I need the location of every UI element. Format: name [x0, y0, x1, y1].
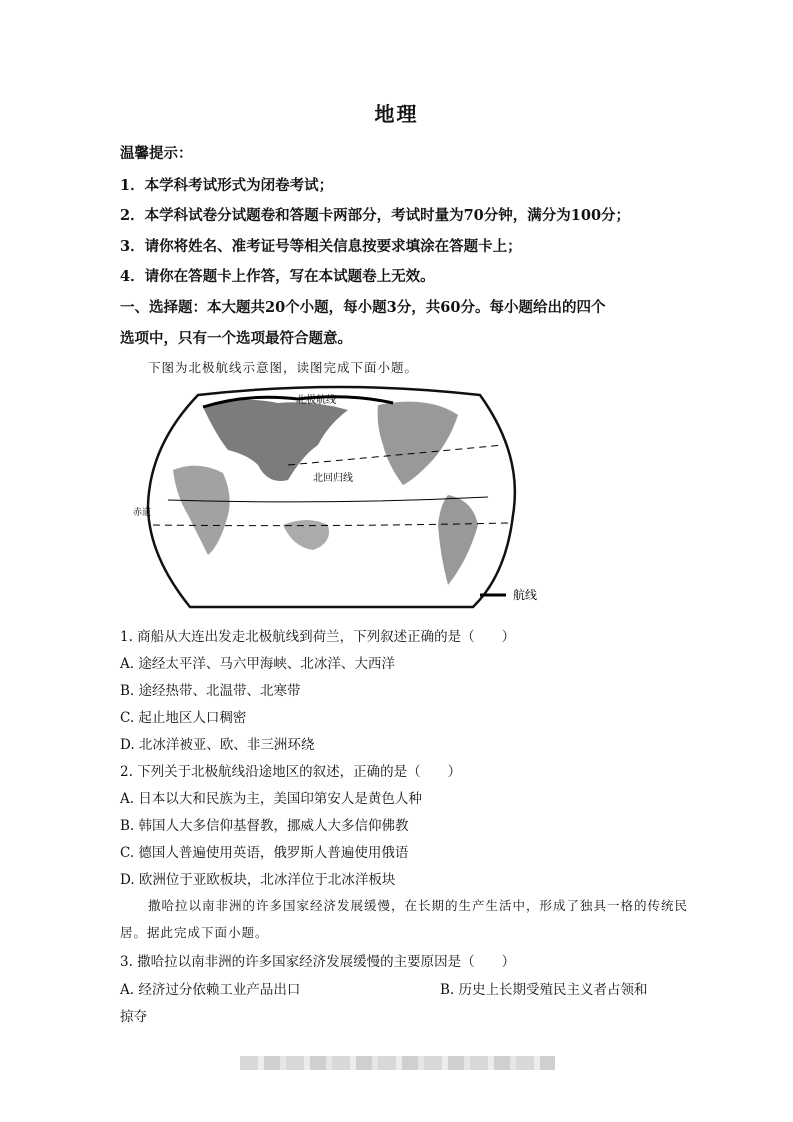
- answer-option: A. 日本以大和民族为主，美国印第安人是黄色人种: [120, 791, 422, 807]
- equator-label: 赤道: [133, 508, 152, 518]
- answer-option: A. 途经太平洋、马六甲海峡、北冰洋、大西洋: [120, 656, 395, 672]
- answer-option: B. 韩国人大多信仰基督教，挪威人大多信仰佛教: [120, 818, 409, 834]
- legend-label: 航线: [513, 588, 538, 602]
- question-stem: 3. 撒哈拉以南非洲的许多国家经济发展缓慢的主要原因是（ ）: [120, 954, 516, 970]
- map-intro: 下图为北极航线示意图，读图完成下面小题。: [148, 360, 419, 375]
- arctic-route-map: [128, 385, 553, 615]
- tips-heading: 温馨提示：: [120, 145, 193, 162]
- answer-option: A. 经济过分依赖工业产品出口: [120, 982, 301, 998]
- tip-item: 2．本学科试卷分试题卷和答题卡两部分，考试时量为70分钟，满分为100分；: [120, 207, 631, 224]
- answer-option: C. 起止地区人口稠密: [120, 710, 247, 726]
- tip-item: 4．请你在答题卡上作答，写在本试题卷上无效。: [120, 268, 435, 285]
- section-heading-cont: 选项中，只有一个选项最符合题意。: [120, 330, 352, 347]
- answer-option: C. 德国人普遍使用英语，俄罗斯人普遍使用俄语: [120, 845, 409, 861]
- answer-option: D. 北冰洋被亚、欧、非三洲环绕: [120, 737, 315, 753]
- tip-item: 1．本学科考试形式为闭卷考试；: [120, 177, 334, 194]
- answer-option-cont: 掠夺: [120, 1009, 147, 1025]
- tropic-label: 北回归线: [313, 473, 353, 484]
- passage-intro: 撒哈拉以南非洲的许多国家经济发展缓慢，在长期的生产生活中，形成了独具一格的传统民居。据此完成下面小题。: [120, 898, 689, 940]
- section-heading: 一、选择题：本大题共20个小题，每小题3分，共60分。每小题给出的四个: [120, 299, 606, 316]
- page-title: 地理: [374, 102, 419, 126]
- question-stem: 1. 商船从大连出发走北极航线到荷兰，下列叙述正确的是（ ）: [120, 629, 516, 645]
- answer-option: D. 欧洲位于亚欧板块，北冰洋位于北冰洋板块: [120, 872, 396, 888]
- blurred-footer: [240, 1056, 555, 1070]
- question-stem: 2. 下列关于北极航线沿途地区的叙述，正确的是（ ）: [120, 764, 462, 780]
- tip-item: 3．请你将姓名、准考证号等相关信息按要求填涂在答题卡上；: [120, 238, 522, 255]
- arctic-route-label: 北极航线: [296, 395, 336, 406]
- answer-option: B. 途经热带、北温带、北寒带: [120, 683, 301, 699]
- answer-option: B. 历史上长期受殖民主义者占领和: [440, 982, 648, 998]
